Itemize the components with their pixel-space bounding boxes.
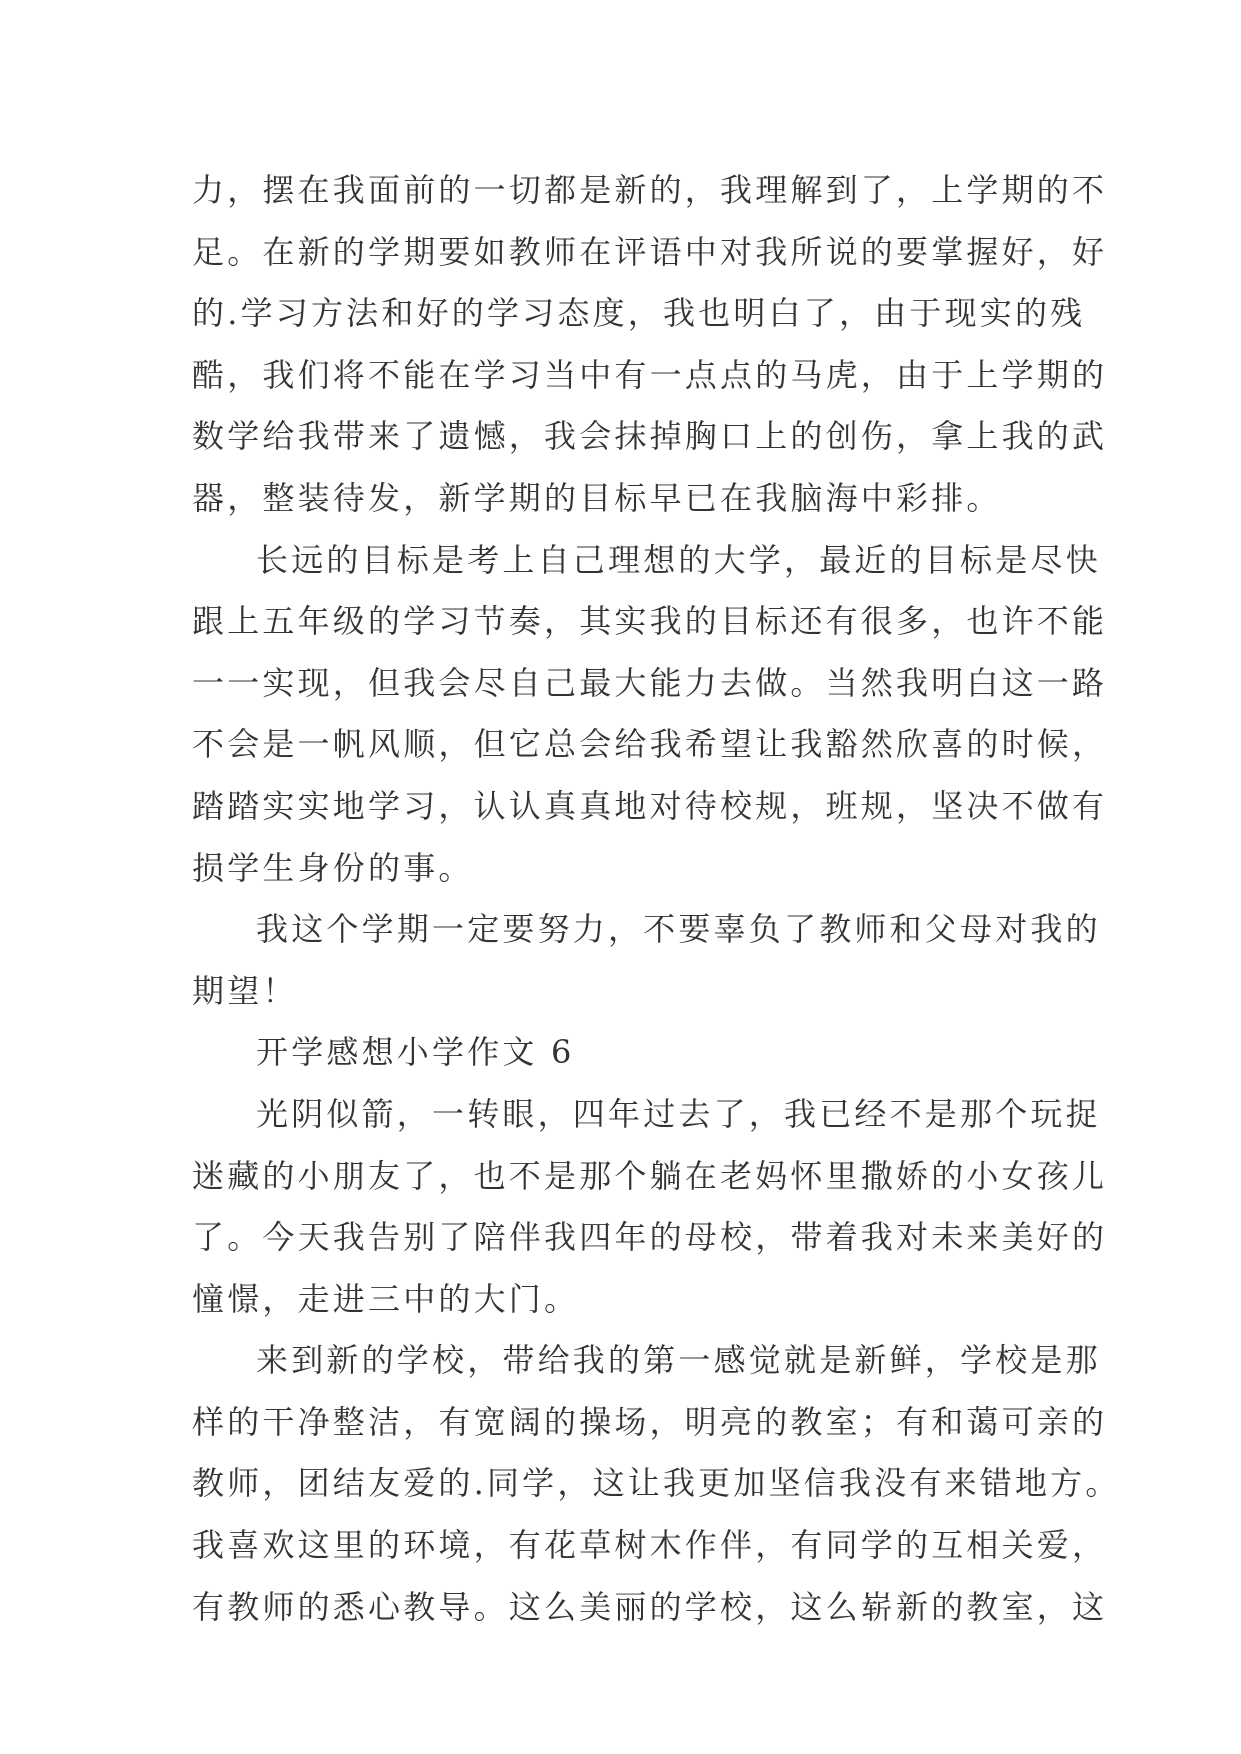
text-line: 不会是一帆风顺，但它总会给我希望让我豁然欣喜的时候， [192,725,1108,764]
text-line: 有教师的悉心教导。这么美丽的学校，这么崭新的教室，这 [192,1587,1108,1626]
text-line: 憧憬，走进三中的大门。 [192,1279,580,1318]
text-line: 数学给我带来了遗憾，我会抹掉胸口上的创伤，拿上我的武 [192,417,1108,456]
text-line: 足。在新的学期要如教师在评语中对我所说的要掌握好，好 [192,232,1108,271]
text-line: 样的干净整洁，有宽阔的操场，明亮的教室；有和蔼可亲的 [192,1402,1108,1441]
paragraph-first-line: 来到新的学校，带给我的第一感觉就是新鲜，学校是那 [256,1341,1101,1380]
text-line: 跟上五年级的学习节奏，其实我的目标还有很多，也许不能 [192,602,1108,641]
text-line: 酷，我们将不能在学习当中有一点点的马虎，由于上学期的 [192,355,1108,394]
section-heading: 开学感想小学作文 6 [256,1033,575,1072]
paragraph-first-line: 长远的目标是考上自己理想的大学，最近的目标是尽快 [256,540,1101,579]
paragraph-first-line: 光阴似箭，一转眼，四年过去了，我已经不是那个玩捉 [256,1094,1101,1133]
essay-text [192,160,1121,1638]
text-line: 的.学习方法和好的学习态度，我也明白了，由于现实的残 [192,294,1086,333]
text-line: 一一实现，但我会尽自己最大能力去做。当然我明白这一路 [192,663,1108,702]
text-line: 损学生身份的事。 [192,848,474,887]
text-line: 了。今天我告别了陪伴我四年的母校，带着我对未来美好的 [192,1218,1108,1257]
text-line: 力，摆在我面前的一切都是新的，我理解到了，上学期的不 [192,171,1108,209]
text-line: 期望！ [192,971,298,1010]
text-line: 器，整装待发，新学期的目标早已在我脑海中彩排。 [192,478,1002,517]
text-line: 迷藏的小朋友了，也不是那个躺在老妈怀里撒娇的小女孩儿 [192,1156,1108,1195]
paragraph-first-line: 我这个学期一定要努力，不要辜负了教师和父母对我的 [256,910,1101,949]
text-line: 教师，团结友爱的.同学，这让我更加坚信我没有来错地方。 [192,1464,1121,1503]
text-line: 踏踏实实地学习，认认真真地对待校规，班规，坚决不做有 [192,786,1108,825]
text-line: 我喜欢这里的环境，有花草树木作伴，有同学的互相关爱， [192,1526,1108,1565]
